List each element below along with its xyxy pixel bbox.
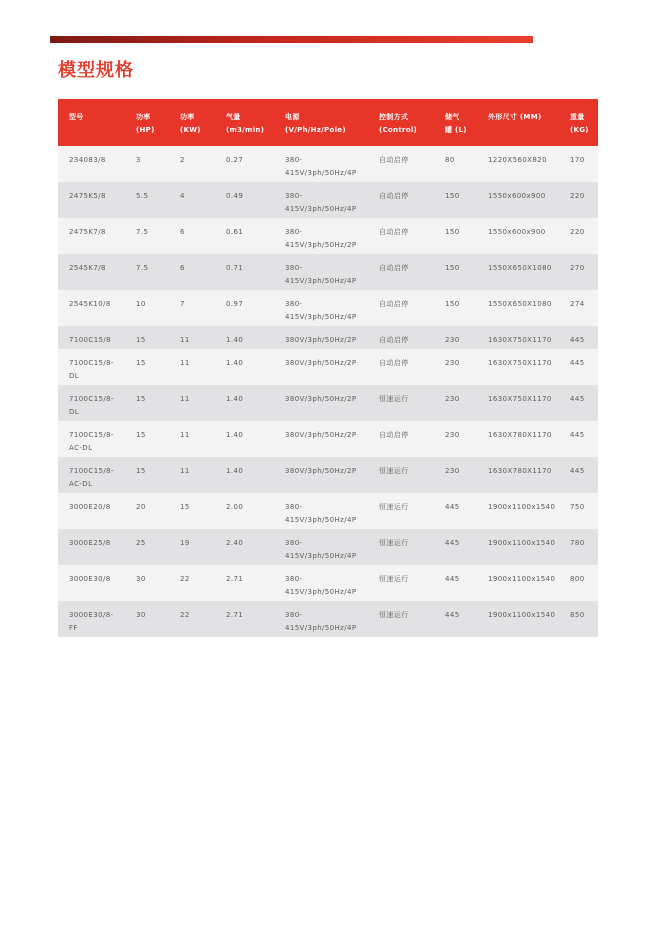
header-power-kw: 功率 (KW) (169, 99, 215, 146)
cell-dimensions: 1630X750X1170 (477, 349, 559, 385)
table-row (58, 349, 598, 385)
cell-control: 恒速运行 (368, 565, 434, 601)
table-row (58, 565, 598, 601)
cell-weight: 800 (559, 565, 598, 601)
cell-air-flow: 2.00 (215, 493, 274, 529)
cell-control: 恒速运行 (368, 457, 434, 493)
cell-power-supply: 380V/3ph/50Hz/2P (274, 326, 368, 349)
cell-power-hp: 5.5 (125, 182, 169, 218)
cell-power-kw: 4 (169, 182, 215, 218)
cell-air-flow: 2.71 (215, 565, 274, 601)
cell-power-hp: 3 (125, 146, 169, 182)
cell-model: 7100C15/8 (58, 326, 125, 349)
cell-air-flow: 0.97 (215, 290, 274, 326)
cell-model: 7100C15/8- DL (58, 385, 125, 421)
cell-control: 自动启停 (368, 146, 434, 182)
cell-air-flow: 0.61 (215, 218, 274, 254)
cell-power-hp: 30 (125, 565, 169, 601)
cell-control: 自动启停 (368, 290, 434, 326)
cell-weight: 445 (559, 385, 598, 421)
header-dimensions: 外形尺寸 (MM) (477, 99, 559, 146)
cell-air-flow: 1.40 (215, 326, 274, 349)
cell-control: 自动启停 (368, 326, 434, 349)
cell-dimensions: 1550X650X1080 (477, 290, 559, 326)
header-tank: 储气 罐 (L) (434, 99, 477, 146)
header-control: 控制方式 (Control) (368, 99, 434, 146)
cell-power-hp: 15 (125, 457, 169, 493)
cell-dimensions: 1550X650X1080 (477, 254, 559, 290)
cell-air-flow: 0.27 (215, 146, 274, 182)
cell-control: 自动启停 (368, 349, 434, 385)
cell-weight: 445 (559, 421, 598, 457)
cell-tank: 445 (434, 565, 477, 601)
cell-air-flow: 2.40 (215, 529, 274, 565)
cell-power-hp: 7.5 (125, 218, 169, 254)
cell-control: 自动启停 (368, 421, 434, 457)
cell-tank: 230 (434, 421, 477, 457)
cell-power-supply: 380- 415V/3ph/50Hz/4P (274, 290, 368, 326)
header-accent-bar (50, 36, 533, 43)
table-row (58, 218, 598, 254)
cell-model: 3000E25/8 (58, 529, 125, 565)
cell-dimensions: 1900x1100x1540 (477, 493, 559, 529)
cell-tank: 150 (434, 254, 477, 290)
cell-power-supply: 380V/3ph/50Hz/2P (274, 385, 368, 421)
table-header-row (58, 99, 598, 146)
cell-power-supply: 380V/3ph/50Hz/2P (274, 349, 368, 385)
cell-power-hp: 15 (125, 326, 169, 349)
table-row (58, 457, 598, 493)
cell-air-flow: 1.40 (215, 457, 274, 493)
cell-power-supply: 380- 415V/3ph/50Hz/4P (274, 182, 368, 218)
table-row (58, 529, 598, 565)
cell-weight: 750 (559, 493, 598, 529)
cell-power-kw: 7 (169, 290, 215, 326)
cell-weight: 220 (559, 218, 598, 254)
cell-tank: 150 (434, 218, 477, 254)
cell-tank: 230 (434, 326, 477, 349)
cell-dimensions: 1900x1100x1540 (477, 601, 559, 637)
cell-power-kw: 15 (169, 493, 215, 529)
cell-dimensions: 1630X750X1170 (477, 326, 559, 349)
cell-power-supply: 380V/3ph/50Hz/2P (274, 421, 368, 457)
table-row (58, 601, 598, 637)
cell-model: 3000E30/8 (58, 565, 125, 601)
cell-control: 自动启停 (368, 254, 434, 290)
cell-power-kw: 11 (169, 349, 215, 385)
cell-power-kw: 11 (169, 385, 215, 421)
cell-air-flow: 1.40 (215, 421, 274, 457)
cell-power-hp: 15 (125, 385, 169, 421)
cell-control: 自动启停 (368, 218, 434, 254)
cell-model: 2475K7/8 (58, 218, 125, 254)
cell-weight: 270 (559, 254, 598, 290)
cell-air-flow: 0.49 (215, 182, 274, 218)
cell-tank: 150 (434, 290, 477, 326)
cell-dimensions: 1630X780X1170 (477, 457, 559, 493)
table-row (58, 421, 598, 457)
cell-power-hp: 25 (125, 529, 169, 565)
cell-model: 7100C15/8- DL (58, 349, 125, 385)
cell-weight: 274 (559, 290, 598, 326)
cell-control: 恒速运行 (368, 529, 434, 565)
cell-model: 2545K7/8 (58, 254, 125, 290)
cell-weight: 220 (559, 182, 598, 218)
cell-power-supply: 380- 415V/3ph/50Hz/4P (274, 529, 368, 565)
cell-weight: 170 (559, 146, 598, 182)
cell-model: 7100C15/8- AC-DL (58, 457, 125, 493)
cell-air-flow: 1.40 (215, 385, 274, 421)
cell-air-flow: 0.71 (215, 254, 274, 290)
cell-tank: 445 (434, 601, 477, 637)
cell-power-kw: 19 (169, 529, 215, 565)
cell-dimensions: 1900x1100x1540 (477, 565, 559, 601)
cell-dimensions: 1630X780X1170 (477, 421, 559, 457)
cell-power-kw: 6 (169, 218, 215, 254)
cell-dimensions: 1550x600x900 (477, 218, 559, 254)
cell-control: 自动启停 (368, 182, 434, 218)
cell-tank: 150 (434, 182, 477, 218)
cell-tank: 230 (434, 385, 477, 421)
cell-air-flow: 1.40 (215, 349, 274, 385)
cell-power-supply: 380V/3ph/50Hz/2P (274, 457, 368, 493)
header-power-hp: 功率 (HP) (125, 99, 169, 146)
cell-dimensions: 1220X560X820 (477, 146, 559, 182)
cell-power-kw: 6 (169, 254, 215, 290)
header-model: 型号 (58, 99, 125, 146)
cell-weight: 445 (559, 349, 598, 385)
cell-power-supply: 380- 415V/3ph/50Hz/4P (274, 601, 368, 637)
cell-power-hp: 20 (125, 493, 169, 529)
cell-power-kw: 11 (169, 457, 215, 493)
cell-power-hp: 10 (125, 290, 169, 326)
cell-power-supply: 380- 415V/3ph/50Hz/4P (274, 493, 368, 529)
table-row (58, 493, 598, 529)
cell-model: 2545K10/8 (58, 290, 125, 326)
page-title: 模型规格 (58, 60, 134, 81)
cell-power-kw: 22 (169, 565, 215, 601)
header-weight: 重量 (KG) (559, 99, 598, 146)
header-air-flow: 气量 (m3/min) (215, 99, 274, 146)
cell-control: 恒速运行 (368, 385, 434, 421)
cell-power-hp: 15 (125, 349, 169, 385)
cell-power-kw: 11 (169, 326, 215, 349)
cell-power-kw: 11 (169, 421, 215, 457)
cell-weight: 850 (559, 601, 598, 637)
cell-model: 3000E20/8 (58, 493, 125, 529)
cell-power-hp: 7.5 (125, 254, 169, 290)
cell-power-kw: 2 (169, 146, 215, 182)
cell-control: 恒速运行 (368, 601, 434, 637)
cell-tank: 230 (434, 457, 477, 493)
cell-model: 2475K5/8 (58, 182, 125, 218)
cell-dimensions: 1900x1100x1540 (477, 529, 559, 565)
cell-dimensions: 1630X750X1170 (477, 385, 559, 421)
table-row (58, 254, 598, 290)
cell-power-supply: 380- 415V/3ph/50Hz/4P (274, 146, 368, 182)
cell-tank: 445 (434, 529, 477, 565)
cell-weight: 445 (559, 326, 598, 349)
table-row (58, 326, 598, 349)
header-power-supply: 电源 (V/Ph/Hz/Pole) (274, 99, 368, 146)
cell-control: 恒速运行 (368, 493, 434, 529)
cell-model: 234083/8 (58, 146, 125, 182)
cell-weight: 780 (559, 529, 598, 565)
cell-model: 7100C15/8- AC-DL (58, 421, 125, 457)
cell-power-supply: 380- 415V/3ph/50Hz/4P (274, 254, 368, 290)
cell-power-hp: 30 (125, 601, 169, 637)
table-row (58, 385, 598, 421)
cell-tank: 80 (434, 146, 477, 182)
spec-table (58, 99, 598, 637)
table-row (58, 182, 598, 218)
table-row (58, 290, 598, 326)
cell-power-kw: 22 (169, 601, 215, 637)
cell-power-supply: 380- 415V/3ph/50Hz/2P (274, 218, 368, 254)
cell-air-flow: 2.71 (215, 601, 274, 637)
cell-power-supply: 380- 415V/3ph/50Hz/4P (274, 565, 368, 601)
cell-weight: 445 (559, 457, 598, 493)
cell-power-hp: 15 (125, 421, 169, 457)
cell-tank: 230 (434, 349, 477, 385)
cell-tank: 445 (434, 493, 477, 529)
table-row (58, 146, 598, 182)
cell-dimensions: 1550x600x900 (477, 182, 559, 218)
cell-model: 3000E30/8- FF (58, 601, 125, 637)
